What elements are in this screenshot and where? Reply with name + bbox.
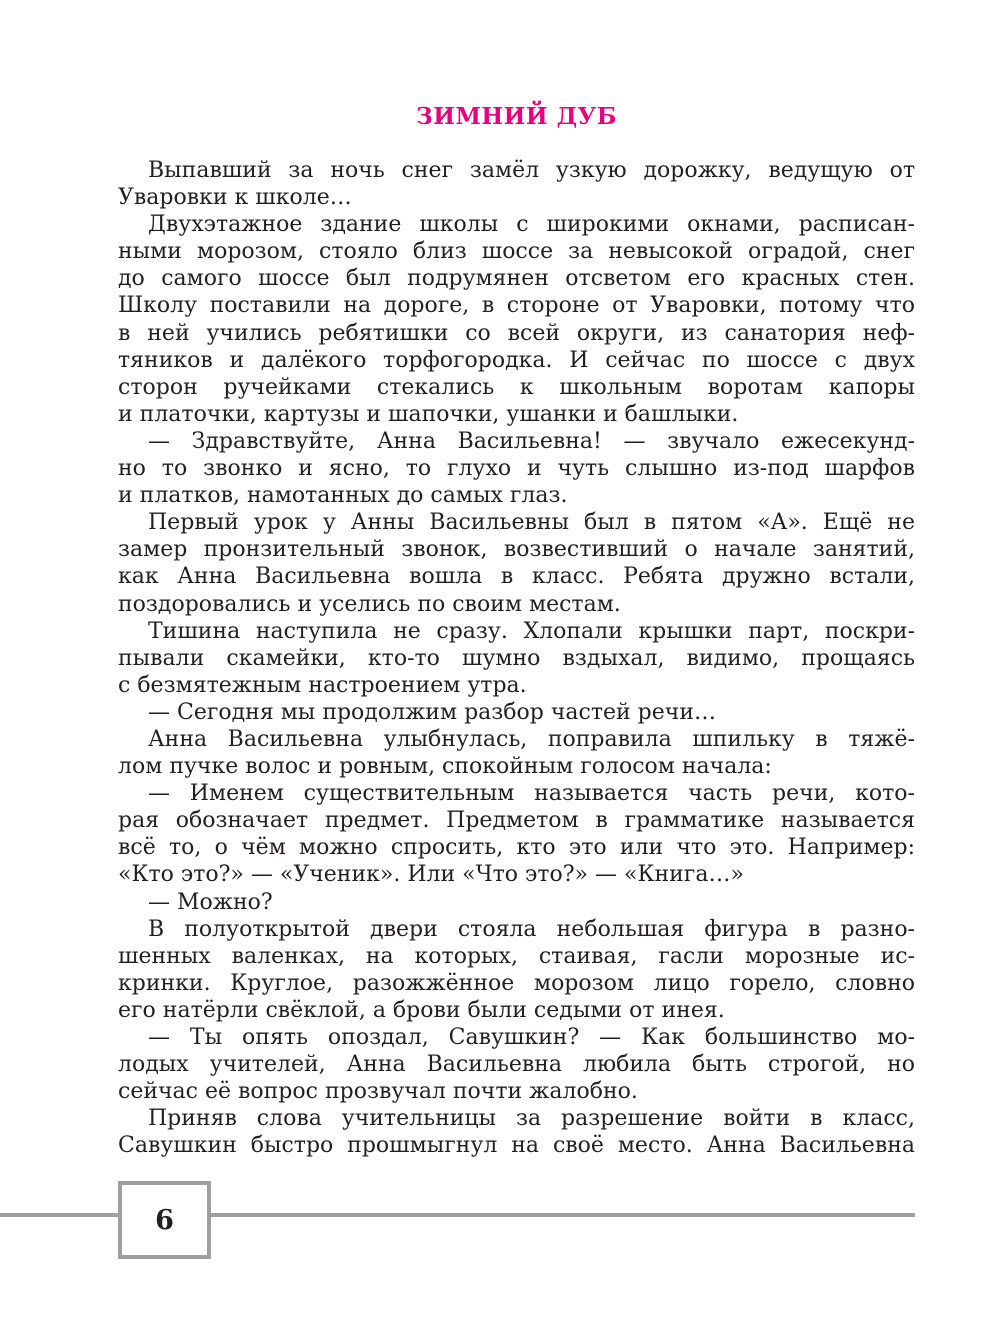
text-line: — Сегодня мы продолжим разбор частей речи… bbox=[148, 699, 716, 725]
text-line: тяников и далёкого торфогородка. И сейчас по шоссе с двух bbox=[118, 347, 915, 373]
page-number-box bbox=[118, 1181, 211, 1259]
text-line: — Здравствуйте, Анна Васильевна! — звучало ежесекунд- bbox=[148, 428, 915, 454]
footer-rule-left bbox=[0, 1213, 118, 1217]
text-line: лодых учителей, Анна Васильевна любила быть строгой, но bbox=[118, 1052, 915, 1078]
text-line: — Ты опять опоздал, Савушкин? — Как большинство мо- bbox=[148, 1025, 915, 1050]
text-line: но то звонко и ясно, то глухо и чуть слышно из-под шарфов bbox=[118, 456, 915, 482]
footer-rule-right bbox=[209, 1213, 915, 1217]
text-line: до самого шоссе был подрумянен отсветом его красных стен. bbox=[118, 266, 915, 292]
text-line: пывали скамейки, кто-то шумно вздыхал, видимо, прощаясь bbox=[118, 645, 915, 671]
text-line: Выпавший за ночь снег замёл узкую дорожку, ведущую от bbox=[148, 158, 915, 183]
text-line: — Именем существительным называется часть речи, кото- bbox=[148, 781, 915, 807]
text-line: всё то, о чём можно спросить, кто это или что это. Например: bbox=[118, 835, 915, 861]
text-line: его натёрли свёклой, а брови были седыми от инея. bbox=[118, 997, 725, 1023]
text-line: рая обозначает предмет. Предметом в грамматике называется bbox=[118, 808, 915, 834]
text-line: сторон ручейками стекались к школьным воротам капоры bbox=[118, 374, 915, 400]
text-line: и платочки, картузы и шапочки, ушанки и башлыки. bbox=[118, 401, 739, 427]
text-line: шенных валенках, на которых, стаивая, гасли морозные ис- bbox=[118, 943, 915, 969]
text-line: Школу поставили на дороге, в стороне от Уваровки, потому что bbox=[118, 293, 915, 319]
text-line: лом пучке волос и ровным, спокойным голосом начала: bbox=[118, 754, 772, 780]
text-line: Анна Васильевна улыбнулась, поправила шпильку в тяжё- bbox=[148, 726, 915, 752]
text-line: — Можно? bbox=[148, 889, 273, 915]
text-line: Приняв слова учительницы за разрешение войти в класс, bbox=[148, 1106, 915, 1132]
text-line: Первый урок у Анны Васильевны был в пятом «А». Ещё не bbox=[148, 510, 915, 536]
text-line: Тишина наступила не сразу. Хлопали крышки парт, поскри- bbox=[148, 618, 915, 644]
text-line: «Кто это?» — «Ученик». Или «Что это?» — «Книга…» bbox=[118, 862, 744, 888]
text-line: с безмятежным настроением утра. bbox=[118, 672, 527, 698]
text-line: поздоровались и уселись по своим местам. bbox=[118, 591, 621, 617]
text-line: сейчас её вопрос прозвучал почти жалобно. bbox=[118, 1079, 638, 1105]
body-text bbox=[118, 157, 915, 1159]
page-number: 6 bbox=[155, 1204, 174, 1236]
text-line: кринки. Круглое, разожжённое морозом лицо горело, словно bbox=[118, 970, 915, 996]
chapter-title: ЗИМНИЙ ДУБ bbox=[416, 103, 617, 130]
text-line: В полуоткрытой двери стояла небольшая фигура в разно- bbox=[148, 916, 915, 942]
text-line: и платков, намотанных до самых глаз. bbox=[118, 483, 568, 509]
text-line: замер пронзительный звонок, возвестивший о начале занятий, bbox=[118, 537, 915, 563]
text-line: Двухэтажное здание школы с широкими окнами, расписан- bbox=[148, 212, 915, 238]
text-line: ными морозом, стояло близ шоссе за невысокой оградой, снег bbox=[118, 239, 915, 265]
text-line: Уваровки к школе… bbox=[118, 185, 352, 211]
text-line: в ней учились ребятишки со всей округи, из санатория неф- bbox=[118, 320, 915, 346]
text-line: как Анна Васильевна вошла в класс. Ребята дружно встали, bbox=[118, 564, 915, 590]
text-line: Савушкин быстро прошмыгнул на своё место. Анна Васильевна bbox=[118, 1133, 915, 1159]
